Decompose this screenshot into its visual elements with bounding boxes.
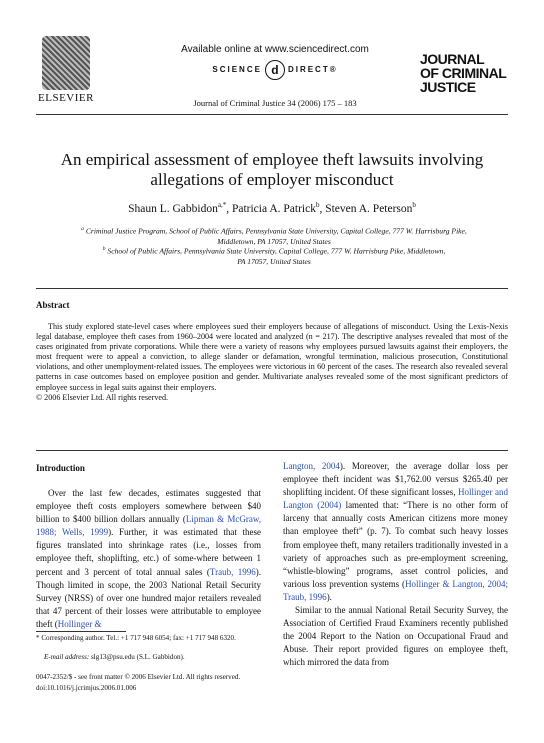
citation-link[interactable]: Hollinger and Langton (2004) [283,487,508,511]
abstract-divider-top [36,288,508,289]
header-divider [36,114,508,115]
citation-link[interactable]: Lipman & McGraw, 1988; Wells, 1999 [36,514,261,538]
sciencedirect-at-icon: d [265,60,285,80]
intro-paragraph: Over the last few decades, estimates suggested that employee theft costs employers somewhere between $40 billion to $400 billion dollars annually (Lipman & McGraw, 1988; Wells, 1999). Further, it was estimated that these figures translated into shrinkage rates (i.e., losses from employee theft, shoplifting, etc.) of some-where between 1 percent and 3 percent of total annual sales (Traub, 1996). Though limited in scope, the 2003 National Retail Security Survey (NRSS) of over one hundred major retailers revealed that 47 percent of their losses were attributable to employee theft (Hollinger & [36,488,261,629]
copyright: © 2006 Elsevier Ltd. All rights reserved. [36,392,169,402]
citation-link[interactable]: Traub, 1996 [209,566,256,577]
author-name[interactable]: Shaun L. Gabbidon [128,202,218,215]
email-link[interactable]: slg13@psu.edu (S.L. Gabbidon). [91,653,185,661]
intro-paragraph: Similar to the annual National Retail Security Survey, the Association of Certified Fraud Examiners recently published the 2004 Report to the Nation on Occupational Fraud and Abuse. Their report provided figures on employee theft, which mirrored the data from [283,605,508,668]
intro-paragraph: Langton, 2004). Moreover, the average dollar loss per employee theft incident was $1,762.00 versus $265.40 per shoplifting incident. Of these significant losses, Hollinger and Langton (2004) lamented that: “There is no other form of larceny that annually costs American citizens more money than employee theft” (p. 7). To combat such heavy losses from employee theft, many retailers traditionally invested in a variety of approaches such as pre-employment screening, “whistle-blowing” programs, asset control policies, and various loss prevention systems (Hollinger & Langton, 2004; Traub, 1996). [283,461,508,602]
elsevier-logo [36,36,96,108]
abstract-text: This study explored state-level cases where employees sued their employers because of allegations of misconduct. Using the Lexis-Nexis legal database, employee theft cases from 1960–2004 were located and analyzed (n = 217). The descriptive analyses revealed that most of the cases originated from private corporations. While there were a variety of reasons why employees pursued lawsuits against their employers, the most frequent were to appeal a conviction, to allege slander or defamation, wrongful termination, malicious prosecution, Constitutional violations, and other unemployment-related issues. The employees were victorious in 60 percent of the cases. The research also revealed several patterns in case outcomes based on employee position and gender. Multivariate analyses revealed some of the most significant predictors of employee success in legal suits against their employers. [36,322,508,392]
footnote-corresponding: * Corresponding author. Tel.: +1 717 948 6054; fax: +1 717 948 6320. [36,634,236,642]
affiliation-b: $^b$ School of Public Affairs, Pennsylvania State University, Capital College, 777 W. Harrisburg Pike, Middletown, PA 17057, United States [102,246,446,266]
issn-line: 0047-2352/$ - see front matter © 2006 Elsevier Ltd. All rights reserved. [36,673,241,681]
doi-line[interactable]: doi:10.1016/j.jcrimjus.2006.01.006 [36,684,137,692]
citation-link[interactable]: Hollinger & Langton, 2004; Traub, 1996 [283,578,508,602]
footnote-divider [36,631,126,632]
affiliation-a: $^a$ Criminal Justice Program, School of Public Affairs, Pennsylvania State University, Capital College, 777 W. Harrisburg Pike, Middletown, PA 17057, United States [81,226,467,246]
abstract-divider-bottom [36,450,508,451]
journal-title: JOURNAL OF CRIMINAL JUSTICE [420,51,507,95]
article-title: An empirical assessment of employee theft lawsuits involving allegations of employer misconduct [60,150,484,189]
abstract-heading: Abstract [36,300,70,310]
available-online[interactable]: Available online at www.sciencedirect.com [181,44,369,55]
footnote-email: E-mail address: slg13@psu.edu (S.L. Gabbidon). [44,653,185,661]
left-column [36,487,261,631]
author-name[interactable]: Steven A. Peterson [325,202,413,215]
section-heading-introduction: Introduction [36,463,85,473]
elsevier-tree-icon [42,36,90,90]
citation-link[interactable]: Hollinger & [57,618,102,629]
author-list: Shaun L. Gabbidon$^{a,*}$, Patricia A. Patrick$^b$, Steven A. Peterson$^b$ [128,201,416,215]
sciencedirect-logo: SCIENCE d DIRECT® [200,60,350,80]
author-name[interactable]: Patricia A. Patrick [231,202,316,215]
right-column [283,460,508,670]
publisher-name: ELSEVIER [38,92,94,104]
abstract-body [36,322,508,403]
citation-link[interactable]: Langton, 2004 [283,461,340,471]
journal-citation: Journal of Criminal Justice 34 (2006) 175 – 183 [193,98,357,108]
